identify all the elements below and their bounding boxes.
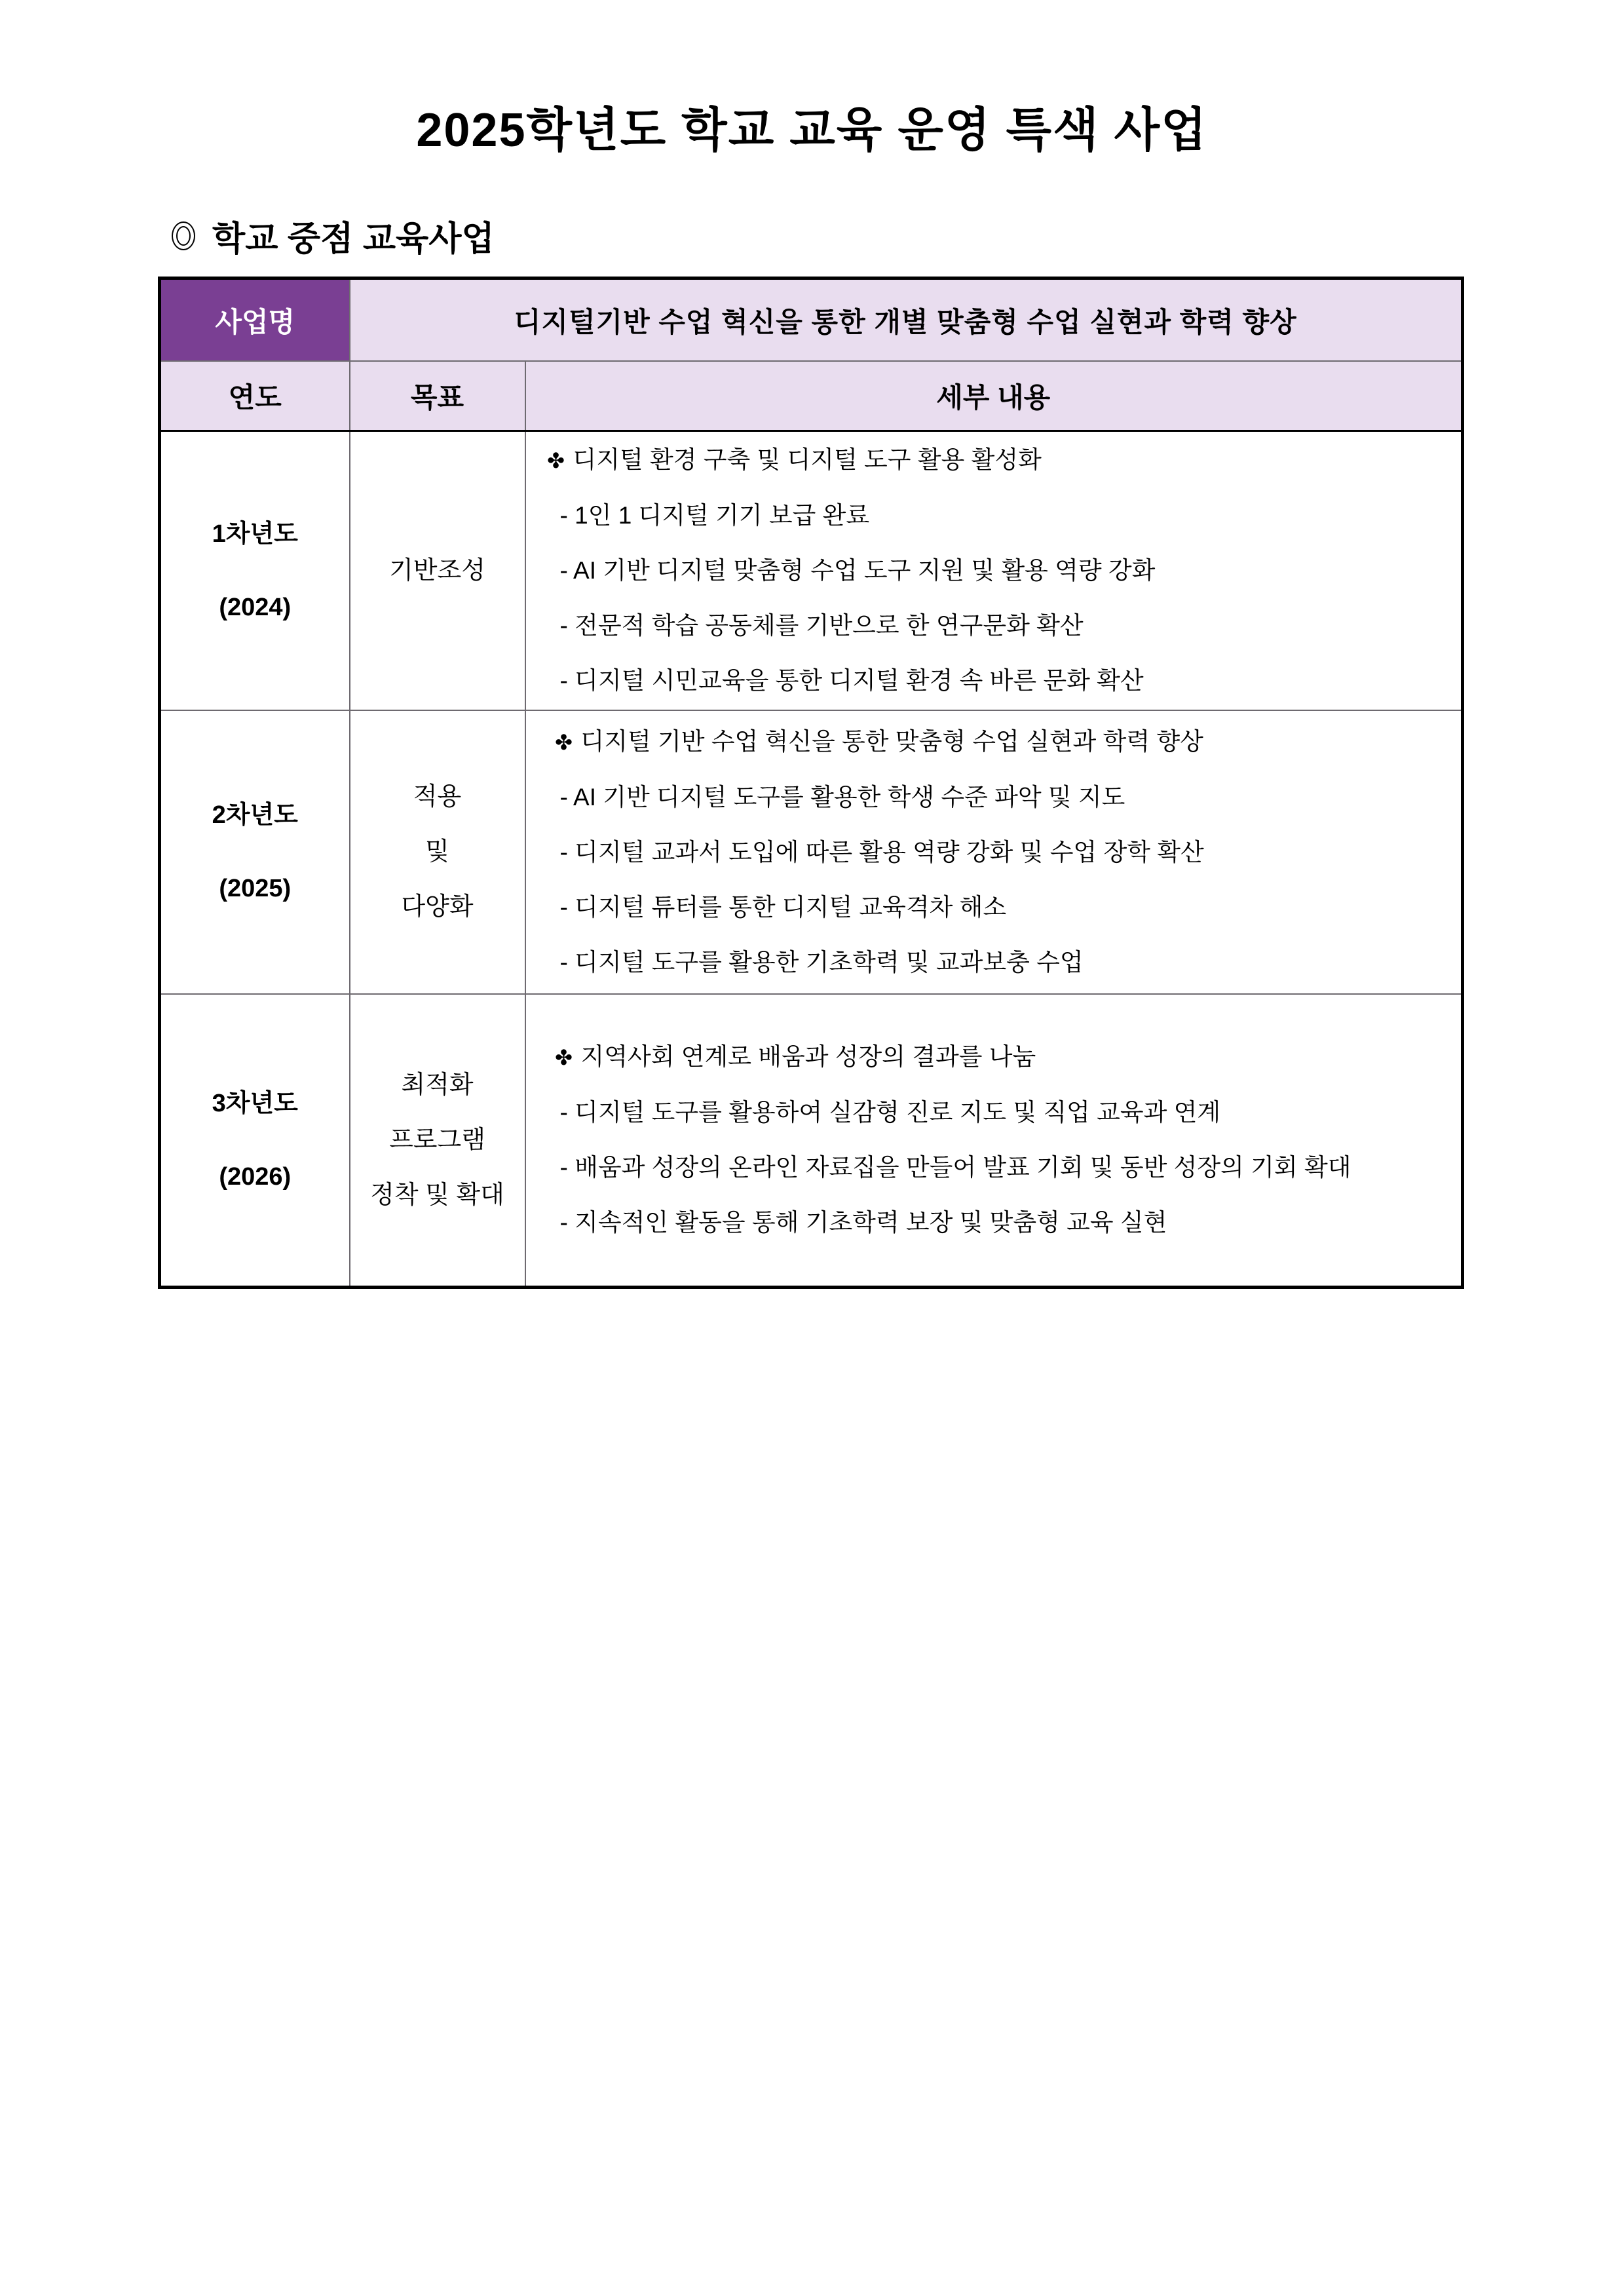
main-item	[546, 1029, 1462, 1085]
education-plan-table	[158, 277, 1464, 1289]
details-cell	[525, 994, 1463, 1288]
sub-item: - 디지털 교과서 도입에 따른 활용 역량 강화 및 수업 장학 확산	[559, 838, 1204, 866]
sub-item: - 1인 1 디지털 기기 보급 완료	[559, 502, 870, 529]
clover-bullet-icon: ✤	[555, 730, 573, 754]
sub-item: - 디지털 시민교육을 통한 디지털 환경 속 바른 문화 확산	[559, 667, 1144, 695]
year-label: 1차년도	[212, 520, 298, 548]
header-details: 세부 내용	[525, 361, 1463, 431]
goal-cell	[350, 994, 525, 1288]
sub-item: - 전문적 학습 공동체를 기반으로 한 연구문화 확산	[559, 612, 1084, 640]
table-row	[160, 710, 1463, 994]
sub-item: - 디지털 도구를 활용한 기초학력 및 교과보충 수업	[559, 948, 1084, 976]
clover-bullet-icon: ✤	[555, 1046, 573, 1070]
section-heading-text: 학교 중점 교육사업	[212, 220, 495, 258]
main-item-text: 디지털 기반 수업 혁신을 통한 맞춤형 수업 실현과 학력 향상	[580, 727, 1203, 755]
table-row	[160, 431, 1463, 710]
year-cell	[160, 994, 350, 1288]
year-value: (2025)	[219, 875, 292, 902]
table-row	[160, 994, 1463, 1288]
year-label: 3차년도	[212, 1089, 298, 1117]
goal-text: 다양화	[401, 893, 474, 921]
sub-item: - 지속적인 활동을 통해 기초학력 보장 및 맞춤형 교육 실현	[559, 1209, 1167, 1236]
project-name-label: 사업명	[160, 278, 350, 362]
column-header-row	[160, 361, 1463, 431]
clover-bullet-icon: ✤	[547, 449, 565, 473]
section-heading	[172, 211, 495, 260]
year-cell	[160, 431, 350, 710]
project-name-row	[160, 278, 1463, 362]
year-value: (2024)	[219, 593, 292, 621]
year-label: 2차년도	[212, 801, 298, 829]
goal-text: 적용	[413, 783, 462, 811]
sub-item: - AI 기반 디지털 도구를 활용한 학생 수준 파악 및 지도	[559, 783, 1125, 811]
year-value: (2026)	[219, 1162, 292, 1191]
details-cell	[525, 431, 1463, 710]
goal-text: 기반조성	[389, 556, 485, 584]
main-item	[546, 432, 1462, 488]
header-goal: 목표	[350, 361, 525, 431]
goal-text: 정착 및 확대	[370, 1181, 504, 1209]
header-year: 연도	[160, 361, 350, 431]
double-circle-icon	[172, 221, 195, 250]
sub-item: - AI 기반 디지털 맞춤형 수업 도구 지원 및 활용 역량 강화	[559, 557, 1156, 584]
document-title: 2025학년도 학교 교육 운영 특색 사업	[416, 104, 1208, 157]
sub-item: - 디지털 도구를 활용하여 실감형 진로 지도 및 직업 교육과 연계	[559, 1099, 1221, 1126]
goal-cell	[350, 431, 525, 710]
goal-text: 최적화	[401, 1071, 474, 1099]
goal-text: 및	[425, 838, 449, 866]
sub-item: - 배움과 성장의 온라인 자료집을 만들어 발표 기회 및 동반 성장의 기회 확대	[559, 1154, 1351, 1181]
main-item-text: 지역사회 연계로 배움과 성장의 결과를 나눔	[580, 1043, 1036, 1071]
main-item	[546, 714, 1462, 770]
year-cell	[160, 710, 350, 994]
sub-item: - 디지털 튜터를 통한 디지털 교육격차 해소	[559, 893, 1007, 921]
goal-text: 프로그램	[389, 1126, 485, 1154]
goal-cell	[350, 710, 525, 994]
project-name-value: 디지털기반 수업 혁신을 통한 개별 맞춤형 수업 실현과 학력 향상	[350, 278, 1463, 362]
main-item-text: 디지털 환경 구축 및 디지털 도구 활용 활성화	[573, 446, 1042, 474]
details-cell	[525, 710, 1463, 994]
